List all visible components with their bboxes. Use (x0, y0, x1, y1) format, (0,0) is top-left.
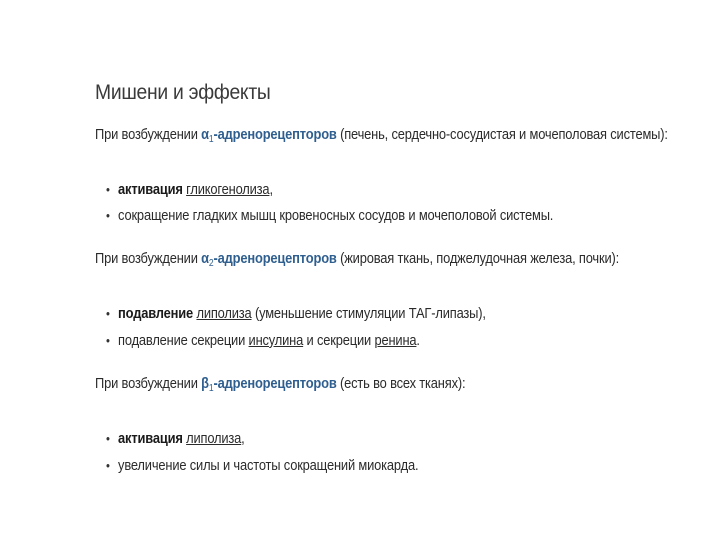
section-3-intro (95, 375, 465, 394)
intro-text: (печень, сердечно-сосудистая и мочеполовая системы): (336, 126, 668, 143)
bullet-icon: • (106, 182, 110, 197)
item-link[interactable]: гликогенолиза (186, 181, 270, 198)
item-text: и секреции (303, 332, 375, 349)
item-text: увеличение силы и частоты сокращений миокарда. (118, 457, 419, 474)
subscript: 1 (208, 383, 214, 394)
section-1-intro (95, 126, 668, 145)
intro-text: (жировая ткань, поджелудочная железа, почки): (336, 250, 620, 267)
intro-text: При возбуждении (95, 126, 202, 143)
greek-letter: β (201, 375, 209, 392)
bullet-icon: • (106, 333, 110, 348)
item-link[interactable]: липолиза (186, 430, 242, 447)
greek-letter: α (201, 126, 209, 143)
item-bold: активация (118, 181, 183, 198)
receptor-name[interactable]: -адренорецепторов (213, 375, 337, 392)
item-bold: активация (118, 430, 183, 447)
receptor-name[interactable]: -адренорецепторов (213, 126, 337, 143)
page-title: Мишени и эффекты (95, 81, 271, 104)
intro-text: При возбуждении (95, 250, 202, 267)
item-link[interactable]: липолиза (196, 305, 252, 322)
item-bold: подавление (118, 305, 194, 322)
list-item (106, 181, 273, 198)
item-text: , (269, 181, 273, 198)
list-item (106, 207, 553, 224)
item-text: подавление секреции (118, 332, 249, 349)
intro-text: При возбуждении (95, 375, 202, 392)
bullet-icon: • (106, 431, 110, 446)
bullet-icon: • (106, 306, 110, 321)
item-text: . (416, 332, 420, 349)
greek-letter: α (201, 250, 209, 267)
list-item (106, 430, 245, 447)
section-2-intro (95, 250, 619, 269)
subscript: 1 (208, 134, 214, 145)
list-item (106, 305, 486, 322)
list-item (106, 457, 418, 474)
subscript: 2 (208, 258, 214, 269)
item-link[interactable]: ренина (374, 332, 417, 349)
intro-text: (есть во всех тканях): (336, 375, 466, 392)
item-text: , (241, 430, 245, 447)
bullet-icon: • (106, 208, 110, 223)
receptor-name[interactable]: -адренорецепторов (213, 250, 337, 267)
item-text: (уменьшение стимуляции ТАГ-липазы), (251, 305, 486, 322)
bullet-icon: • (106, 458, 110, 473)
item-text: сокращение гладких мышц кровеносных сосудов и мочеполовой системы. (118, 207, 554, 224)
list-item (106, 332, 420, 349)
item-link[interactable]: инсулина (248, 332, 304, 349)
